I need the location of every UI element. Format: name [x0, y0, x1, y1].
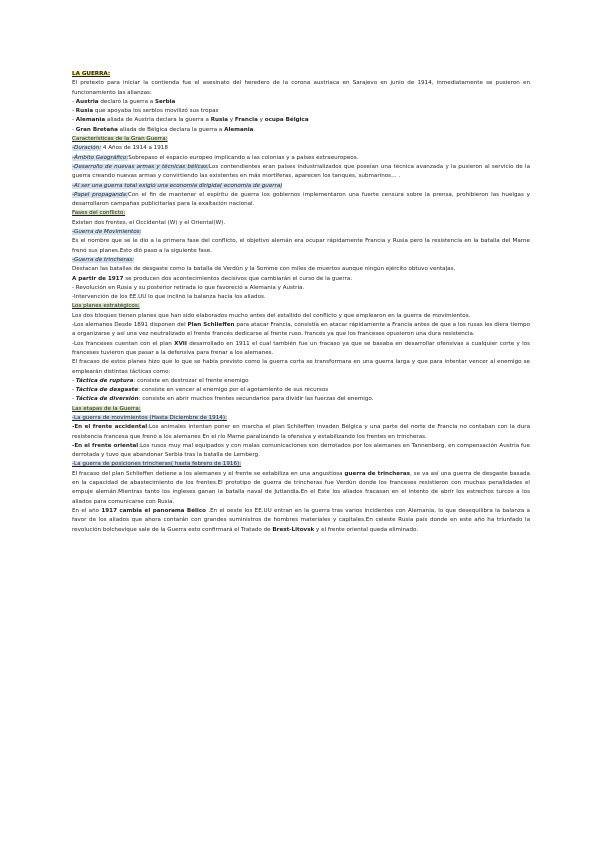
text-run: Serbia: [154, 98, 176, 105]
section-heading: [72, 256, 530, 265]
text-run: -Duración:: [72, 145, 102, 152]
text-run: Es el nombre que se le dio a la primera fase del conflicto, el objetivo alemán era ocupar rápidamente Francia y Rusia pero la resistencia en la batalla del Marne frenó sus planes.Esto dió paso a la siguiente fase.: [72, 238, 530, 254]
section-heading: [72, 228, 530, 237]
paragraph: [72, 275, 530, 284]
text-run: ocupa Bélgica: [264, 117, 309, 124]
text-run: -: [72, 377, 76, 384]
text-run: desarrollado en 1911 el cual también fue un fracaso ya que se basaba en desarrollar ofensivas a cualquier corte y los franceses tuvieron que pasar a la defensiva para frenar a los alemanes.: [72, 340, 530, 356]
text-run: -En el frente accidental: [72, 424, 148, 431]
text-run: Fases del conflicto:: [72, 210, 126, 217]
text-run: Brest-Litovsk: [272, 526, 315, 533]
text-run: -Desarrollo de nuevas armas y técnicas bélicas:: [72, 163, 209, 170]
paragraph: [72, 163, 530, 182]
section-heading: [72, 460, 530, 469]
paragraph: [72, 340, 530, 359]
text-run: Los contendientes eran países industrializados que poseían una técnica avanzada y la pusieron al servicio de la guerra creando nuevas armas y convirtiendo las existentes en más mortíferas, aparecen los tanques, submarinos… .: [72, 163, 530, 180]
text-run: XVII: [174, 340, 187, 347]
text-run: Alemania: [224, 126, 254, 133]
paragraph: [72, 358, 530, 377]
section-heading: [72, 70, 530, 79]
text-run: -: [72, 387, 76, 394]
text-run: -: [72, 98, 76, 105]
text-run: Rusia: [75, 108, 94, 115]
section-heading: [72, 209, 530, 218]
text-run: El fracaso de estos planes hizo que lo que se había previsto como la guerra corta se transformara en una guerra larga y que para intentar vencer al enemigo se emplearán distintas tácticas como:: [72, 359, 530, 375]
text-run: Táctica de diversión: [75, 396, 139, 403]
text-run: -Los franceses cuentan con el plan: [72, 340, 175, 347]
text-run: -Intervención de los EE.UU lo que inclinó la balanza hacia los aliados.: [72, 294, 266, 301]
paragraph: [72, 237, 530, 256]
text-run: Francia: [234, 117, 258, 124]
text-run: Táctica de desgaste: [75, 387, 139, 394]
text-run: -: [72, 126, 76, 133]
text-run: -: [72, 396, 76, 403]
text-run: , se va así una guerra de desgaste basada en la capacidad de abastecimiento de los frentes.El prototipo de guerra de trincheras fue Verdún donde los franceses resistieron con muchas penalidades el empuje alemán.Mientras tanto los ingleses ganan la batalla naval de Jutlandia.En el Este los aliados fracasan en el intento de abrir los estrechos turcos a los aliados para comunicarse con Rusia.: [72, 470, 530, 505]
text-run: .En el oeste los EE.UU entran en la guerra tras varios incidentes con Alemania, lo que desequilibra la balanza a favor de los aliados que ahora contarán con grandes suministros de hombres materiales y capitales.En celeste Rusia país donde en este año ha triunfado la revolución bolchevique sale de la Guerra esto confirmará el Tratado de: [72, 507, 530, 533]
text-run: Los planes estratégicos:: [72, 303, 140, 310]
text-run: -Ámbito Geográfico:: [72, 154, 129, 161]
paragraph: [72, 321, 530, 340]
paragraph: [72, 98, 530, 107]
paragraph: [72, 470, 530, 507]
text-run: y: [257, 117, 265, 124]
text-run: : consiste en abrir muchos frentes secundarios para dividir las fuerzas del enemigo.: [138, 396, 374, 403]
text-run: Destacan las batallas de desgaste como la batalla de Verdún y la Somme con miles de muertos aunque ningún ejército obtuvo ventajas.: [72, 266, 456, 273]
paragraph: [72, 395, 530, 404]
text-run: Gran Bretaña: [75, 126, 118, 133]
text-run: se producen dos acontecimientos decisivos que cambiarán el curso de la guerra:: [123, 275, 353, 282]
text-run: -Guerra de trincheras:: [72, 256, 135, 263]
text-run: -: [72, 117, 76, 124]
text-run: Plan Schlieffen: [187, 322, 235, 329]
text-run: Sobrepaso el espacio europeo implicando a las colonias y a países extraeuropeos.: [128, 154, 359, 161]
paragraph: [72, 377, 530, 386]
paragraph: [72, 191, 530, 210]
text-run: -La guerra de posiciones trincheras( hasta febrero de 1916):: [72, 461, 242, 468]
text-run: - Revolución en Rusia y su posterior retirada lo que favoreció a Alemania y Austria.: [72, 284, 305, 291]
paragraph: [72, 126, 530, 135]
text-run: Alemania: [75, 117, 106, 124]
text-run: A partir de 1917: [72, 275, 124, 282]
paragraph: [72, 442, 530, 461]
text-run: Existen dos frentes, el Occidental (W) y el Oriental(W).: [72, 219, 226, 226]
text-run: LA GUERRA:: [72, 71, 111, 77]
text-run: :Los animales intentan poner en marcha el plan Schlieffen invaden Bélgica y una parte del norte de Francia no contaban con la dura resistencia francesa que frenó a los alemanes En el río Marne paralizando la ofensiva y estabilizando los frentes en trincheras.: [72, 424, 530, 440]
text-run: y: [228, 117, 235, 124]
text-run: -Guerra de Movimientos:: [72, 229, 142, 236]
paragraph: [72, 312, 530, 321]
text-run: Rusia: [210, 117, 229, 124]
paragraph: [72, 154, 530, 163]
text-run: El fracaso del plan Schlieffen detiene a los alemanes y el frente se estabiliza en una angustiosa: [72, 470, 345, 477]
text-run: -La guerra de movimientos (Hasta Diciembre de 1914):: [72, 414, 227, 421]
paragraph: [72, 116, 530, 125]
text-run: Las etapas de la Guerra:: [72, 405, 141, 412]
text-run: : consiste en destrozar el frente enemigo: [133, 377, 249, 384]
document-body: [72, 70, 530, 535]
text-run: -Los alemanes Desde 1891 disponen del: [72, 322, 188, 329]
text-run: que apoyaba los serbios movilizó sus tropas: [93, 108, 219, 115]
text-run: -Papel propaganda:: [72, 191, 128, 198]
text-run: -Al ser una guerra total exigió una economía dirigida( economía de guerra): [72, 182, 283, 189]
text-run: .: [253, 126, 256, 133]
text-run: Con el fin de mantener el espíritu de guerra los gobiernos implementaron una fuerte censura sobre la prensa, prohibieron las huelgas y desarrollaron campañas publicitarias para la exaltación nacional.: [72, 191, 530, 208]
text-run: aliada de Austria declara la guerra a: [105, 117, 211, 124]
paragraph: [72, 507, 530, 535]
paragraph: [72, 386, 530, 395]
paragraph: [72, 265, 530, 274]
section-heading: [72, 414, 530, 423]
text-run: Características de la Gran Guerra:: [72, 136, 168, 143]
text-run: Austria: [75, 98, 99, 105]
paragraph: [72, 423, 530, 442]
text-run: y el frente oriental queda eliminado.: [314, 526, 419, 533]
text-run: Los dos bloques tienen planes que han sido elaborados mucho antes del estallido del conflicto y que emplearon en la guerra de movimientos.: [72, 312, 471, 319]
text-run: aliada de Bélgica declara la guerra a: [117, 126, 225, 133]
text-run: En el año: [72, 507, 102, 514]
paragraph: [72, 293, 530, 302]
text-run: 1917 cambia el panorama Bélico: [101, 507, 206, 514]
text-run: Táctica de ruptura: [75, 377, 134, 384]
text-run: : consiste en vencer al enemigo por el agotamiento de sus recursos: [138, 387, 329, 394]
text-run: -En el frente oriental: [72, 442, 139, 449]
section-heading: [72, 302, 530, 311]
paragraph: [72, 284, 530, 293]
text-run: declaró la guerra a: [98, 98, 155, 105]
paragraph: [72, 144, 530, 153]
section-heading: [72, 135, 530, 144]
text-run: 4 Años de 1914 a 1918: [101, 145, 168, 152]
text-run: El pretexto para iniciar la contienda fue el asesinato del heredero de la corona austriaca en Sarajevo en junio de 1914, inmediatamente se pusieron en funcionamiento las alianzas:: [72, 80, 530, 96]
section-heading: [72, 405, 530, 414]
text-run: para atacar Francia, consistía en atacar rápidamente a Francia antes de que a los rusas les diera tiempo a organizarse y así una vez neutralizado el frente francés dedicarse al frente ruso. francés ya que los franceses opusieron una dura resistencia.: [72, 322, 530, 338]
text-run: guerra de trincheras: [344, 470, 410, 477]
text-run: :Los rusos muy mal equipados y con malas comunicaciones son derrotados por los alemanes en Tannenberg, en compensación Austria fue derrotada y tuvo que abandonar Serbia tras la batalla de Lemberg.: [72, 442, 531, 459]
text-run: -: [72, 108, 76, 115]
paragraph: [72, 79, 530, 98]
section-heading: [72, 182, 530, 191]
paragraph: [72, 107, 530, 116]
paragraph: [72, 219, 530, 228]
